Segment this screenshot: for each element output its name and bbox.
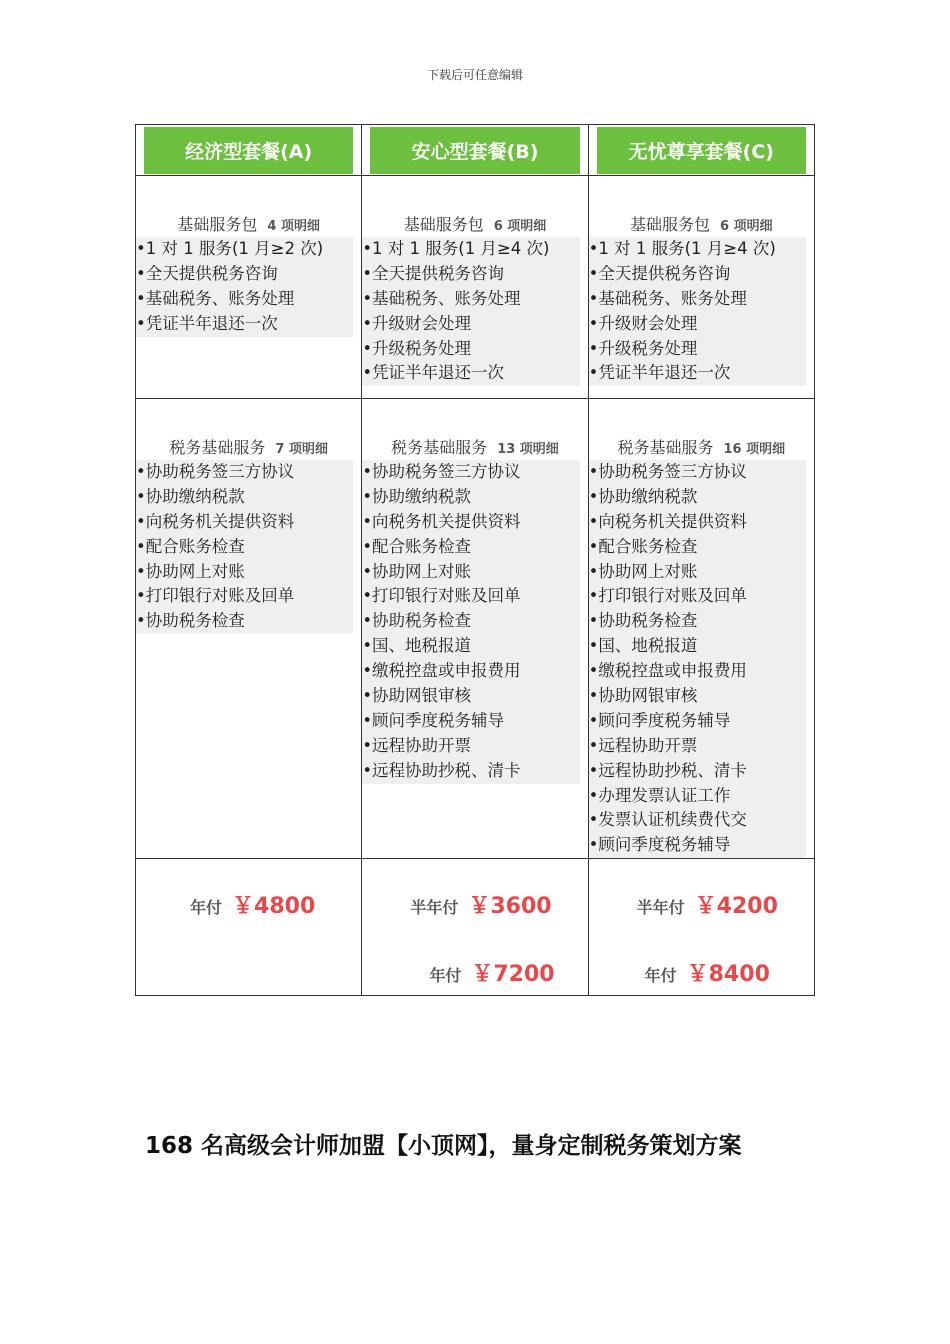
basic-count: 6 项明细 — [720, 219, 773, 234]
list-item: •向税务机关提供资料 — [588, 511, 747, 531]
basic-item-list — [362, 237, 579, 386]
tax-title: 税务基础服务 — [169, 438, 266, 457]
price-label: 半年付 — [636, 898, 685, 918]
plan-a-basic-cell — [136, 176, 362, 399]
list-item: •发票认证机续费代交 — [588, 810, 747, 830]
tax-item-list — [589, 460, 806, 858]
price-line — [645, 957, 770, 988]
list-item: •远程协助抄税、清卡 — [362, 760, 521, 780]
list-item: •协助税务签三方协议 — [136, 462, 295, 481]
list-item: •全天提供税务咨询 — [362, 263, 505, 283]
list-item: •缴税控盘或申报费用 — [588, 661, 747, 681]
tax-section-title — [136, 437, 361, 459]
list-item: •顾问季度税务辅导 — [362, 710, 505, 730]
list-item: •协助缴纳税款 — [588, 486, 698, 506]
list-item: •1 对 1 服务(1 月≥4 次) — [362, 239, 550, 258]
list-item: •全天提供税务咨询 — [588, 263, 731, 283]
list-item: •全天提供税务咨询 — [136, 263, 278, 283]
list-item: •协助缴纳税款 — [136, 486, 245, 506]
price-label: 半年付 — [410, 898, 459, 918]
list-item: •升级税务处理 — [588, 338, 698, 358]
plan-c-header: 无忧尊享套餐(C) — [597, 127, 806, 174]
list-item: •协助网银审核 — [362, 686, 472, 706]
list-item: •远程协助开票 — [362, 735, 472, 755]
plan-comparison-table — [135, 124, 815, 996]
plan-c-tax-cell — [588, 399, 814, 859]
list-item: •协助税务签三方协议 — [362, 462, 521, 481]
basic-section-title — [136, 214, 361, 236]
list-item: •凭证半年退还一次 — [588, 363, 731, 383]
plan-header-row — [136, 125, 815, 176]
list-item: •打印银行对账及回单 — [588, 586, 747, 606]
price-line — [190, 889, 315, 920]
list-item: •凭证半年退还一次 — [136, 313, 278, 333]
list-item: •基础税务、账务处理 — [362, 288, 521, 308]
list-item: •配合账务检查 — [588, 536, 698, 556]
plan-c-basic-cell — [588, 176, 814, 399]
tax-section-title — [589, 437, 814, 459]
plan-b-header-cell — [362, 125, 588, 176]
plan-b-price-cell — [362, 859, 588, 996]
list-item: •打印银行对账及回单 — [362, 586, 521, 606]
plan-c-price-cell — [588, 859, 814, 996]
price-amount: ￥4800 — [232, 894, 316, 920]
basic-title: 基础服务包 — [403, 215, 484, 234]
tax-title: 税务基础服务 — [391, 438, 488, 457]
list-item: •基础税务、账务处理 — [588, 288, 747, 308]
list-item: •远程协助抄税、清卡 — [588, 760, 747, 780]
list-item: •向税务机关提供资料 — [362, 511, 521, 531]
list-item: •升级税务处理 — [362, 338, 472, 358]
basic-count: 4 项明细 — [267, 219, 320, 234]
list-item: •办理发票认证工作 — [588, 785, 731, 805]
slogan: 168 名高级会计师加盟【小顶网】，量身定制税务策划方案 — [145, 1133, 742, 1159]
price-label: 年付 — [644, 966, 677, 986]
price-label: 年付 — [190, 898, 223, 918]
basic-item-list — [136, 237, 353, 337]
list-item: •协助税务签三方协议 — [588, 462, 747, 481]
plan-c-header-cell — [588, 125, 814, 176]
plan-b-header: 安心型套餐(B) — [370, 127, 579, 174]
list-item: •缴税控盘或申报费用 — [362, 661, 521, 681]
list-item: •打印银行对账及回单 — [136, 586, 295, 606]
list-item: •协助网上对账 — [588, 561, 698, 581]
tax-item-list — [136, 460, 353, 634]
list-item: •升级财会处理 — [588, 313, 698, 333]
list-item: •升级财会处理 — [362, 313, 472, 333]
price-line — [637, 889, 778, 920]
list-item: •1 对 1 服务(1 月≥2 次) — [136, 239, 324, 258]
list-item: •协助网上对账 — [136, 561, 245, 581]
tax-count: 7 项明细 — [275, 442, 328, 457]
price-amount: ￥8400 — [686, 962, 770, 988]
list-item: •协助税务检查 — [136, 611, 245, 631]
list-item: •凭证半年退还一次 — [362, 363, 505, 383]
list-item: •配合账务检查 — [136, 536, 245, 556]
basic-title: 基础服务包 — [630, 215, 711, 234]
list-item: •协助税务检查 — [588, 611, 698, 631]
list-item: •远程协助开票 — [588, 735, 698, 755]
top-note: 下载后可任意编辑 — [426, 68, 523, 82]
list-item: •1 对 1 服务(1 月≥4 次) — [588, 239, 776, 258]
tax-section-title — [362, 437, 587, 459]
plan-a-header: 经济型套餐(A) — [144, 127, 353, 174]
tax-service-row — [136, 399, 815, 859]
basic-item-list — [589, 237, 806, 386]
price-line — [410, 889, 551, 920]
basic-section-title — [362, 214, 587, 236]
tax-count: 13 项明细 — [497, 442, 559, 457]
basic-count: 6 项明细 — [493, 219, 547, 234]
list-item: •协助税务检查 — [362, 611, 472, 631]
list-item: •协助网银审核 — [588, 686, 698, 706]
list-item: •协助网上对账 — [362, 561, 472, 581]
price-label: 年付 — [429, 966, 462, 986]
basic-service-row — [136, 176, 815, 399]
plan-a-header-cell — [136, 125, 362, 176]
basic-title: 基础服务包 — [177, 215, 258, 234]
list-item: •基础税务、账务处理 — [136, 288, 295, 308]
tax-title: 税务基础服务 — [617, 438, 714, 457]
list-item: •配合账务检查 — [362, 536, 472, 556]
tax-item-list — [362, 460, 579, 784]
list-item: •协助缴纳税款 — [362, 486, 472, 506]
price-amount: ￥4200 — [694, 894, 778, 920]
price-row — [136, 859, 815, 996]
list-item: •顾问季度税务辅导 — [588, 835, 731, 855]
price-amount: ￥7200 — [471, 962, 555, 988]
plan-a-tax-cell — [136, 399, 362, 859]
tax-count: 16 项明细 — [723, 442, 786, 457]
plan-b-basic-cell — [362, 176, 588, 399]
list-item: •顾问季度税务辅导 — [588, 710, 731, 730]
list-item: •国、地税报道 — [362, 636, 472, 656]
list-item: •向税务机关提供资料 — [136, 511, 295, 531]
basic-section-title — [589, 214, 814, 236]
price-amount: ￥3600 — [468, 894, 552, 920]
plan-a-price-cell — [136, 859, 362, 996]
price-line — [429, 957, 554, 988]
plan-b-tax-cell — [362, 399, 588, 859]
list-item: •国、地税报道 — [588, 636, 698, 656]
